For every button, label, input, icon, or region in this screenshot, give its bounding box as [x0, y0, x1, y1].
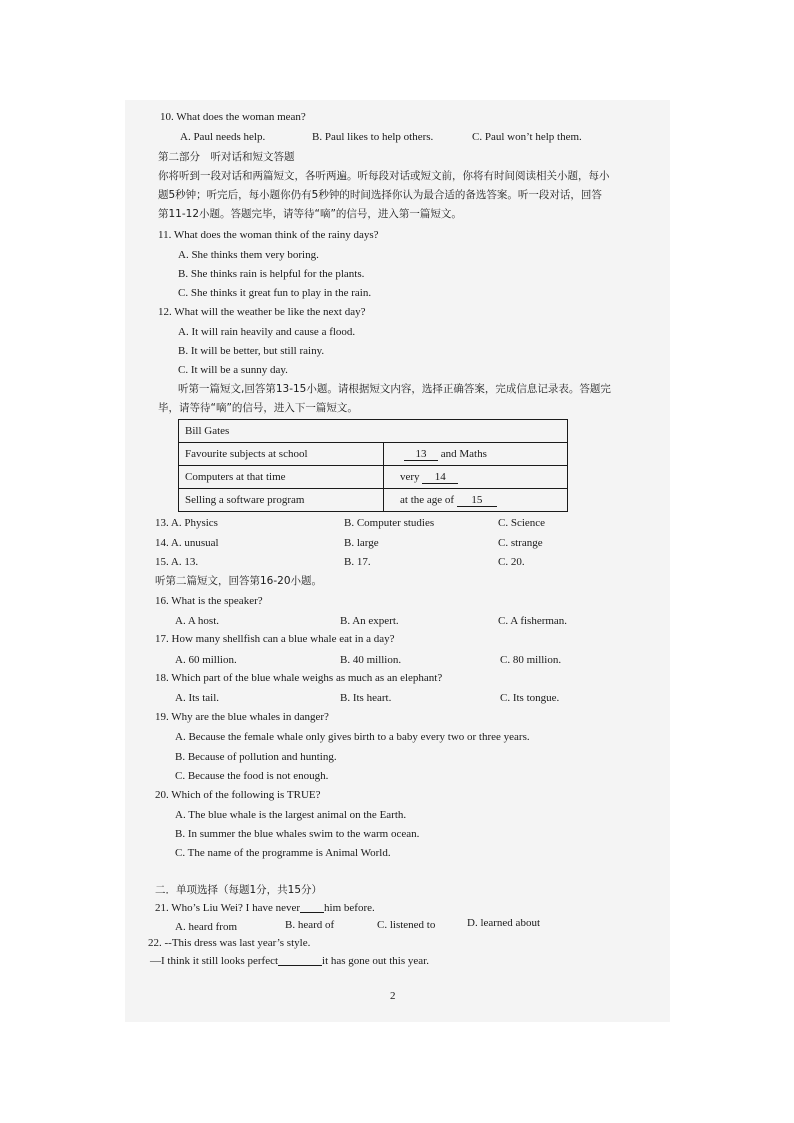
q20-option-b: B. In summer the blue whales swim to the warm ocean.	[175, 828, 420, 840]
q18-option-b: B. Its heart.	[340, 692, 392, 704]
table-row	[179, 466, 568, 489]
section2-title: 二．单项选择（每题1分，共15分）	[155, 884, 323, 896]
q20-option-a: A. The blue whale is the largest animal on the Earth.	[175, 809, 407, 821]
table-row	[179, 489, 568, 512]
table-row-label: Favourite subjects at school	[179, 443, 384, 466]
table-header-cell: Bill Gates	[179, 420, 568, 443]
q12-question: 12. What will the weather be like the next day?	[158, 306, 366, 318]
q14-option-a: 14. A. unusual	[155, 537, 219, 549]
q11-option-c: C. She thinks it great fun to play in the rain.	[178, 287, 372, 299]
q21-option-b: B. heard of	[285, 919, 335, 931]
q10-option-b: B. Paul likes to help others.	[312, 131, 434, 143]
q21-stem-end: him before.	[324, 902, 375, 914]
q12-option-b: B. It will be better, but still rainy.	[178, 345, 325, 357]
q21-blank[interactable]	[300, 901, 324, 913]
q13-option-b: B. Computer studies	[344, 517, 435, 529]
q10-question: 10. What does the woman mean?	[160, 111, 306, 123]
q15-option-a: 15. A. 13.	[155, 556, 199, 568]
q14-option-c: C. strange	[498, 537, 543, 549]
q19-option-b: B. Because of pollution and hunting.	[175, 751, 337, 763]
q15-option-c: C. 20.	[498, 556, 525, 568]
part2-instruction-1: 你将听到一段对话和两篇短文，各听两遍。听每段对话或短文前，你将有时间阅读相关小题，每小	[158, 170, 610, 182]
q22-blank[interactable]	[278, 954, 322, 966]
q12-option-c: C. It will be a sunny day.	[178, 364, 288, 376]
q22-stem-start: —I think it still looks perfect	[150, 955, 279, 967]
table-row-prefix: at the age of	[400, 493, 455, 506]
table-row	[179, 443, 568, 466]
q11-option-b: B. She thinks rain is helpful for the plants.	[178, 268, 365, 280]
q21-stem-start: 21. Who’s Liu Wei? I have never	[155, 902, 301, 914]
q20-question: 20. Which of the following is TRUE?	[155, 789, 321, 801]
q17-option-c: C. 80 million.	[500, 654, 562, 666]
q22-line-1: 22. --This dress was last year’s style.	[148, 937, 311, 949]
part2-title: 第二部分 听对话和短文答题	[158, 151, 295, 163]
q10-option-c: C. Paul won’t help them.	[472, 131, 582, 143]
table-header-row	[179, 420, 568, 443]
q16-option-c: C. A fisherman.	[498, 615, 568, 627]
q19-option-a: A. Because the female whale only gives birth to a baby every two or three years.	[175, 731, 530, 743]
q22-stem-end: it has gone out this year.	[322, 955, 429, 967]
page-number: 2	[390, 990, 396, 1002]
table-row-suffix: and Maths	[440, 447, 487, 460]
q20-option-c: C. The name of the programme is Animal World.	[175, 847, 391, 859]
q18-option-a: A. Its tail.	[175, 692, 219, 704]
table-row-value	[384, 466, 568, 489]
q17-question: 17. How many shellfish can a blue whale eat in a day?	[155, 633, 395, 645]
passage1-instruction-1: 听第一篇短文,回答第13-15小题。请根据短文内容，选择正确答案，完成信息记录表。答题完	[178, 383, 611, 395]
q18-option-c: C. Its tongue.	[500, 692, 560, 704]
q21-option-a: A. heard from	[175, 921, 238, 933]
part2-instruction-3: 第11-12小题。答题完毕，请等待“嘀”的信号，进入第一篇短文。	[158, 208, 462, 220]
q21-question	[155, 901, 375, 915]
table-row-prefix: very	[400, 470, 420, 483]
q17-option-a: A. 60 million.	[175, 654, 237, 666]
q21-option-c: C. listened to	[377, 919, 436, 931]
q16-question: 16. What is the speaker?	[155, 595, 263, 607]
table-row-label: Selling a software program	[179, 489, 384, 512]
passage1-instruction-2: 毕，请等待“嘀”的信号，进入下一篇短文。	[158, 402, 358, 414]
q13-option-c: C. Science	[498, 517, 546, 529]
q16-option-b: B. An expert.	[340, 615, 399, 627]
q10-option-a: A. Paul needs help.	[180, 131, 266, 143]
blank-15[interactable]: 15	[457, 494, 497, 507]
q11-question: 11. What does the woman think of the rainy days?	[158, 229, 379, 241]
blank-14[interactable]: 14	[422, 471, 458, 484]
part2-instruction-2: 题5秒钟；听完后，每小题你仍有5秒钟的时间选择你认为最合适的备选答案。听一段对话，回答	[158, 189, 602, 201]
q19-question: 19. Why are the blue whales in danger?	[155, 711, 329, 723]
blank-13[interactable]: 13	[404, 448, 438, 461]
table-row-value	[384, 443, 568, 466]
passage2-instruction: 听第二篇短文，回答第16-20小题。	[155, 575, 323, 587]
q17-option-b: B. 40 million.	[340, 654, 402, 666]
q16-option-a: A. A host.	[175, 615, 220, 627]
q21-option-d: D. learned about	[467, 917, 540, 929]
bill-gates-info-table	[178, 419, 568, 512]
table-row-value	[384, 489, 568, 512]
q13-option-a: 13. A. Physics	[155, 517, 218, 529]
q18-question: 18. Which part of the blue whale weighs as much as an elephant?	[155, 672, 443, 684]
q15-option-b: B. 17.	[344, 556, 371, 568]
q12-option-a: A. It will rain heavily and cause a flood.	[178, 326, 356, 338]
table-row-label: Computers at that time	[179, 466, 384, 489]
q19-option-c: C. Because the food is not enough.	[175, 770, 329, 782]
q11-option-a: A. She thinks them very boring.	[178, 249, 319, 261]
q22-line-2	[150, 954, 429, 968]
q14-option-b: B. large	[344, 537, 379, 549]
